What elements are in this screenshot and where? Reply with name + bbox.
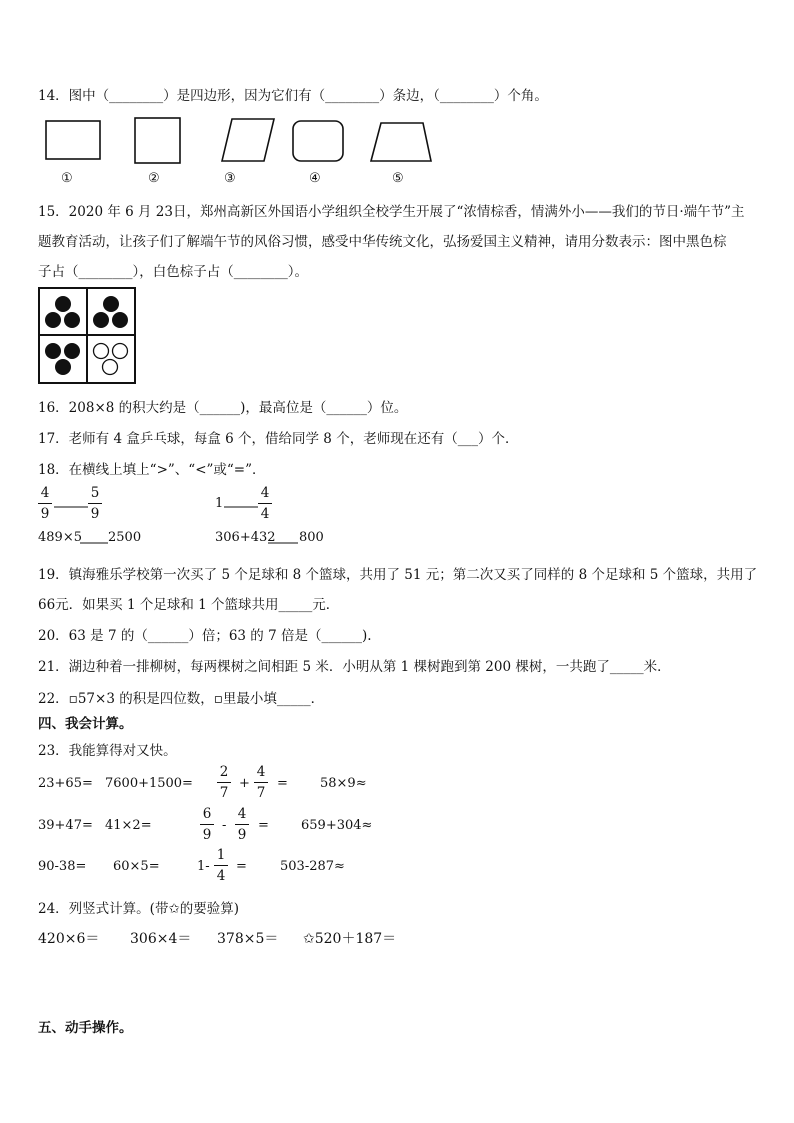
compare-value-1: 2500: [108, 530, 142, 545]
black-zongzi: [93, 312, 109, 328]
black-zongzi: [45, 312, 61, 328]
figure-label-1: ①: [61, 171, 73, 186]
question-15-line-1: 15．2020 年 6 月 23日，郑州高新区外国语小学组织全校学生开展了“浓情棕香，情满外小——我们的节日·端午节”主: [38, 204, 745, 220]
vertical-calc-item: ✩520＋187＝: [303, 931, 397, 947]
quadrilateral-figures: [40, 115, 440, 167]
white-zongzi: [113, 344, 128, 359]
fraction-4-9: 4 9: [38, 484, 52, 523]
fraction-5-9: 5 9: [88, 484, 102, 523]
compare-value-2: 800: [299, 530, 324, 545]
calc-item: 60×5=: [113, 859, 160, 874]
equals-sign: =: [236, 859, 247, 874]
question-15-line-3: 子占（________），白色棕子占（________）。: [38, 264, 308, 280]
shape-trapezoid: [371, 123, 431, 161]
question-19-line-1: 19．镇海雅乐学校第一次买了 5 个足球和 8 个篮球，共用了 51 元；第二次又买了同样的 8 个足球和 5 个篮球，共用了: [38, 567, 758, 583]
question-17: 17．老师有 4 盒乒乓球，每盒 6 个，借给同学 8 个，老师现在还有（___）个．: [38, 431, 519, 447]
black-zongzi: [64, 343, 80, 359]
black-zongzi: [103, 296, 119, 312]
vertical-calc-item: 378×5＝: [217, 931, 279, 947]
calc-item: 23+65=: [38, 776, 93, 791]
answer-line: [224, 505, 260, 509]
question-16: 16．208×8 的积大约是（______)，最高位是（______）位。: [38, 400, 408, 416]
calc-item: 90-38=: [38, 859, 87, 874]
question-22: 22．▫57×3 的积是四位数，▫里最小填_____．: [38, 691, 325, 707]
question-14: 14．图中（________）是四边形，因为它们有（________）条边，（________）个角。: [38, 88, 548, 104]
black-zongzi: [55, 296, 71, 312]
answer-line: [268, 541, 300, 545]
fraction-4-9-b: 4 9: [235, 805, 249, 844]
calc-item: 58×9≈: [320, 776, 367, 791]
equals-sign: =: [277, 776, 288, 791]
figure-label-3: ③: [224, 171, 236, 186]
fraction-4-7: 4 7: [254, 763, 268, 802]
fraction-6-9: 6 9: [200, 805, 214, 844]
fraction-1-4: 1 4: [214, 846, 228, 885]
zongzi-grid-figure: [38, 287, 138, 387]
calc-item: 39+47=: [38, 818, 93, 833]
black-zongzi: [112, 312, 128, 328]
question-15-line-2: 题教育活动，让孩子们了解端午节的风俗习惯，感受中华传统文化，弘扬爱国主义精神，请用分数表示：图中黑色棕: [38, 234, 727, 250]
compare-expr-2: 306+432: [215, 530, 276, 545]
question-21: 21．湖边种着一排柳树，每两棵树之间相距 5 米．小明从第 1 棵树跑到第 200 棵树，一共跑了_____米．: [38, 659, 671, 675]
calc-item: 503-287≈: [280, 859, 345, 874]
calc-item: 7600+1500=: [105, 776, 193, 791]
calc-item: 41×2=: [105, 818, 152, 833]
question-24-title: 24．列竖式计算。(带✩的要验算): [38, 901, 240, 917]
question-23-title: 23．我能算得对又快。: [38, 743, 177, 759]
calc-item: 659+304≈: [301, 818, 373, 833]
fraction-2-7: 2 7: [217, 763, 231, 802]
question-18: 18．在横线上填上“>”、“<”或“=”．: [38, 462, 266, 478]
answer-line: [80, 541, 110, 545]
equals-sign: =: [258, 818, 269, 833]
fraction-4-4: 4 4: [258, 484, 272, 523]
operator-minus: -: [222, 818, 227, 833]
black-zongzi: [64, 312, 80, 328]
shape-square: [135, 118, 180, 163]
black-zongzi: [45, 343, 61, 359]
question-20: 20．63 是 7 的（______）倍；63 的 7 倍是（______).: [38, 628, 372, 644]
vertical-calc-item: 420×6＝: [38, 931, 100, 947]
compare-expr-1: 489×5: [38, 530, 82, 545]
one-minus: 1-: [197, 859, 210, 874]
number-one: 1: [215, 496, 224, 511]
answer-line: [54, 505, 90, 509]
black-zongzi: [55, 359, 71, 375]
white-zongzi: [103, 360, 118, 375]
white-zongzi: [94, 344, 109, 359]
shape-rounded-rectangle: [293, 121, 343, 161]
figure-label-5: ⑤: [392, 171, 404, 186]
figure-label-2: ②: [148, 171, 160, 186]
figure-label-4: ④: [309, 171, 321, 186]
section-5-heading: 五、动手操作。: [38, 1020, 133, 1036]
operator-plus: +: [239, 776, 250, 791]
shape-parallelogram: [222, 119, 274, 161]
shape-rectangle: [46, 121, 100, 159]
vertical-calc-item: 306×4＝: [130, 931, 192, 947]
question-19-line-2: 66元．如果买 1 个足球和 1 个篮球共用_____元．: [38, 597, 340, 613]
section-4-heading: 四、我会计算。: [38, 716, 133, 732]
